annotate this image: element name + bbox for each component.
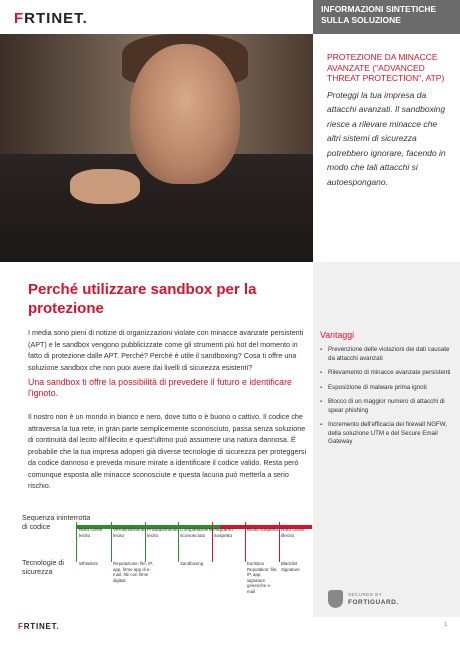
body-paragraph: Il nostro non è un mondo in bianco e nero, dove tutto o è buono o cattivo. Il codice che attraversa la tua rete, in gran parte semplicemente sconosciuto, passa senza soluzione di continuità dal lecito all'illecito e quest'ultimo può assumere una natura dannosa. È probabile che la tua impresa adoperi già diverse tecnologie di sicurezza per proteggersi da codice dannoso e preveda misure mirate a identificare il codice valido. Resta però comunque esposta alle minacce sconosciute e questa lacuna può metterla a serio rischio. — [28, 412, 307, 490]
benefits-box — [320, 330, 455, 453]
fortiguard-small-text: SECURED BY — [348, 592, 383, 597]
benefits-list — [320, 346, 455, 447]
fortiguard-badge — [328, 590, 448, 612]
sequence-cell: Alquanto sospetto — [214, 528, 233, 539]
footer-logo: FRTINET. — [18, 622, 60, 631]
benefit-item: ▪ Rilevamento di minacce avanzate persistenti — [320, 369, 455, 378]
bar-tick — [76, 522, 77, 562]
side-title: PROTEZIONE DA MINACCE AVANZATE ("ADVANCED THREAT PROTECTION", ATP) — [327, 52, 445, 83]
section-title: Perché utilizzare sandbox per la protezione — [28, 281, 257, 317]
benefit-item: ▪ Esposizione di malware prima ignoti — [320, 384, 455, 393]
benefits-title: Vantaggi — [320, 330, 355, 340]
technology-cell: Euristica Reputation: file, IP, app, signature generiche e-mail — [247, 561, 278, 594]
sequence-cell: Probabilmente lecito — [147, 528, 178, 539]
side-text: Proteggi la tua impresa da attacchi avanzati. Il sandboxing riesce a rilevare minacce che altri sistemi di sicurezza potrebbero ignorare, facendo in modo che tali attacchi si autoespongano. — [327, 89, 446, 187]
page-number: 1 — [444, 622, 448, 628]
fortinet-logo: FRTINET. — [14, 10, 88, 27]
band-line-2: SULLA SOLUZIONE — [321, 15, 401, 25]
band-line-1: INFORMAZIONI SINTETICHE — [321, 4, 437, 14]
technology-cell: Sandboxing — [180, 561, 204, 566]
sequence-cell: Noto come illecito — [281, 528, 305, 539]
intro-paragraph: I media sono pieni di notizie di organizzazioni violate con minacce avanzate persistenti (APT) e le sandbox vengono pubblicizzate come gli strumenti più hot del momento in fatto di protezione dalle APT. Perché? Perché è utile il sandboxing? Cosa ti offre una soluzione sandbox che non puoi avere dai livelli di sicurezza esistenti? — [28, 328, 304, 372]
hero-photo — [0, 34, 313, 262]
document-type-band — [313, 0, 460, 34]
shield-icon — [328, 590, 343, 608]
sequence-cell: Verosimilmente lecito — [113, 528, 146, 539]
subheading: Una sandbox ti offre la possibilità di prevedere il futuro e identificare l'ignoto. — [28, 377, 292, 398]
technology-cell: Whitelists — [79, 561, 98, 566]
benefit-item: ▪ Prevenzione delle violazioni dei dati causate da attacchi avanzati — [320, 346, 455, 363]
sequence-cell: Molto sospetto — [247, 528, 279, 533]
benefit-item: ▪ Incremento dell'efficacia dei firewall NGFW, della soluzione UTM e del Secure Email Gateway — [320, 421, 455, 447]
fortiguard-big-text: FORTIGUARD. — [348, 599, 399, 606]
technologies-label: Tecnologie di sicurezza — [22, 558, 64, 576]
person-hand — [70, 169, 140, 204]
sequence-cell: Completamente sconosciuto — [180, 528, 214, 539]
benefit-item: ▪ Blocco di un maggior numero di attacchi di spear phishing — [320, 398, 455, 415]
person-face — [130, 44, 240, 184]
sequence-cell: Noto come lecito — [79, 528, 103, 539]
technology-cell: Blacklist Signature — [281, 561, 300, 572]
side-panel — [313, 34, 460, 262]
technology-cell: Reputazione: file, IP, app, firme app di e-mail, file con firme digitali — [113, 561, 153, 583]
sequence-label: Sequenza ininterrotta di codice — [22, 513, 91, 531]
